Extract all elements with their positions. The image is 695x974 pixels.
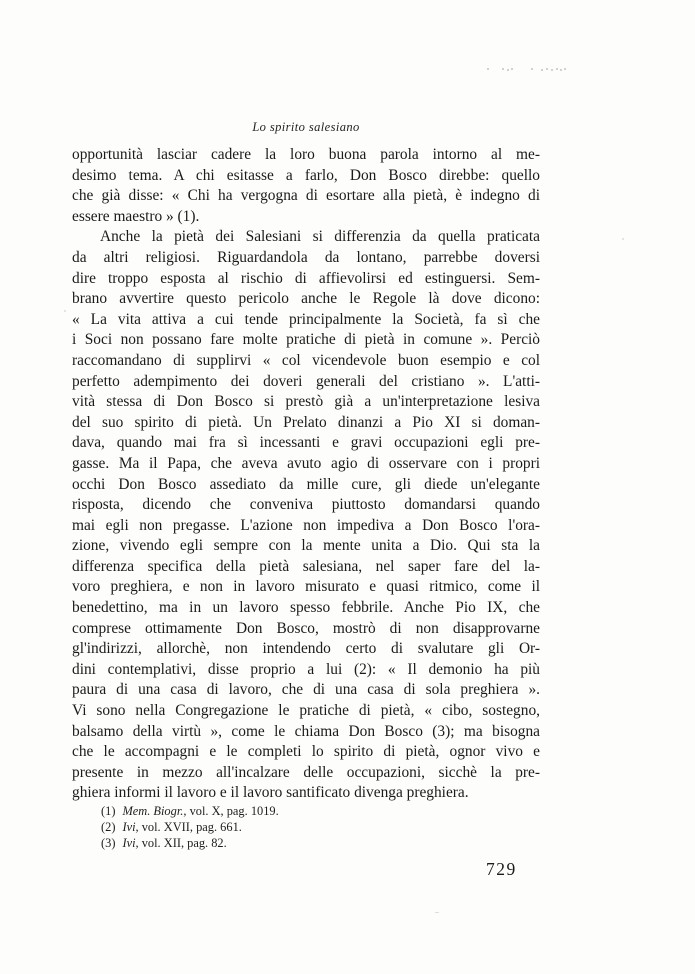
footnote-ref: (3) — [101, 836, 116, 851]
text-line: Anche la pietà dei Salesiani si differenzia da quella praticata — [100, 228, 540, 246]
text-line: voro preghiera, e non in lavoro misurato e quasi ritmico, come il — [72, 578, 540, 596]
text-line: paura di una casa di lavoro, che di una casa di sola preghiera ». — [72, 681, 540, 699]
text-line: dini contemplativi, disse proprio a lui (2): « Il demonio ha più — [72, 660, 540, 678]
text-line: che le accompagni e le completi lo spirito di pietà, ognor vivo e — [72, 743, 540, 761]
text-line: essere maestro » (1). — [72, 207, 200, 225]
footnote-ref: (1) — [101, 804, 116, 818]
footnote-ref: (2) — [101, 820, 116, 835]
footnote-source: Mem. Biogr., — [122, 804, 187, 818]
text-line: vità stessa di Don Bosco si prestò già a un'interpretazione lesiva — [72, 393, 540, 411]
body-text — [72, 145, 540, 804]
text-line: desimo tema. A chi esitasse a farlo, Don Bosco direbbe: quello — [72, 166, 540, 184]
text-line: gasse. Ma il Papa, che aveva avuto agio di osservare con i propri — [72, 454, 540, 472]
text-line: opportunità lasciar cadere la loro buona parola intorno al me- — [72, 146, 540, 163]
footnote-source: Ivi, — [122, 820, 139, 835]
text-line: mai egli non pregasse. L'azione non impediva a Don Bosco l'ora- — [72, 516, 540, 534]
text-line: che già disse: « Chi ha vergogna di esortare alla pietà, è indegno di — [72, 187, 540, 205]
text-line: del suo spirito di pietà. Un Prelato dinanzi a Pio XI si doman- — [72, 413, 540, 431]
text-line: comprese ottimamente Don Bosco, mostrò di non disapprovarne — [72, 619, 540, 637]
footnote-detail: vol. X, pag. 1019. — [186, 804, 279, 818]
text-line: Vi sono nella Congregazione le pratiche di pietà, « cibo, sostegno, — [72, 702, 540, 720]
text-line: perfetto adempimento dei doveri generali del cristiano ». L'atti- — [72, 372, 540, 390]
text-line: i Soci non possano fare molte pratiche di pietà in comune ». Perciò — [72, 331, 540, 349]
footnote — [101, 835, 541, 851]
text-line: raccomandano di supplirvi « col vicendevole buon esempio e col — [72, 351, 540, 369]
paragraph — [72, 145, 540, 227]
footnotes — [101, 803, 541, 852]
footnote — [101, 819, 541, 835]
text-line: dava, quando mai fra sì incessanti e gravi occupazioni egli pre- — [72, 434, 540, 452]
text-line: risposta, dicendo che conveniva piuttosto domandarsi quando — [72, 496, 540, 514]
text-line: da altri religiosi. Riguardandola da lontano, parrebbe doversi — [72, 248, 540, 266]
paragraph — [72, 227, 540, 804]
page-number: 729 — [486, 859, 517, 879]
text-line: brano avvertire questo pericolo anche le Regole là dove dicono: — [72, 290, 540, 308]
text-line: presente in mezzo all'incalzare delle occupazioni, sicchè la pre- — [72, 763, 540, 781]
text-line: ghiera informi il lavoro e il lavoro santificato divenga preghiera. — [72, 784, 469, 802]
text-line: zione, vivendo egli sempre con la mente unita a Dio. Qui sta la — [72, 537, 540, 555]
text-line: balsamo della virtù », come le chiama Don Bosco (3); ma bisogna — [72, 722, 540, 740]
running-head: Lo spirito salesiano — [252, 120, 360, 134]
footnote-detail: vol. XVII, pag. 661. — [138, 820, 242, 835]
text-line: gl'indirizzi, allorchè, non intendendo certo di svalutare gli Or- — [72, 640, 540, 658]
footnote — [101, 803, 541, 819]
text-line: differenza specifica della pietà salesiana, nel saper fare del la- — [72, 557, 540, 575]
text-line: dire troppo esposta al rischio di affievolirsi ed estinguersi. Sem- — [72, 269, 540, 287]
footnote-source: Ivi, — [122, 836, 139, 851]
text-line: « La vita attiva a cui tende principalmente la Società, fa sì che — [72, 310, 540, 328]
text-line: benedettino, ma in un lavoro spesso febbrile. Anche Pio IX, che — [72, 599, 540, 617]
footnote-detail: vol. XII, pag. 82. — [138, 836, 227, 851]
text-line: occhi Don Bosco assediato da mille cure, gli diede un'elegante — [72, 475, 540, 493]
